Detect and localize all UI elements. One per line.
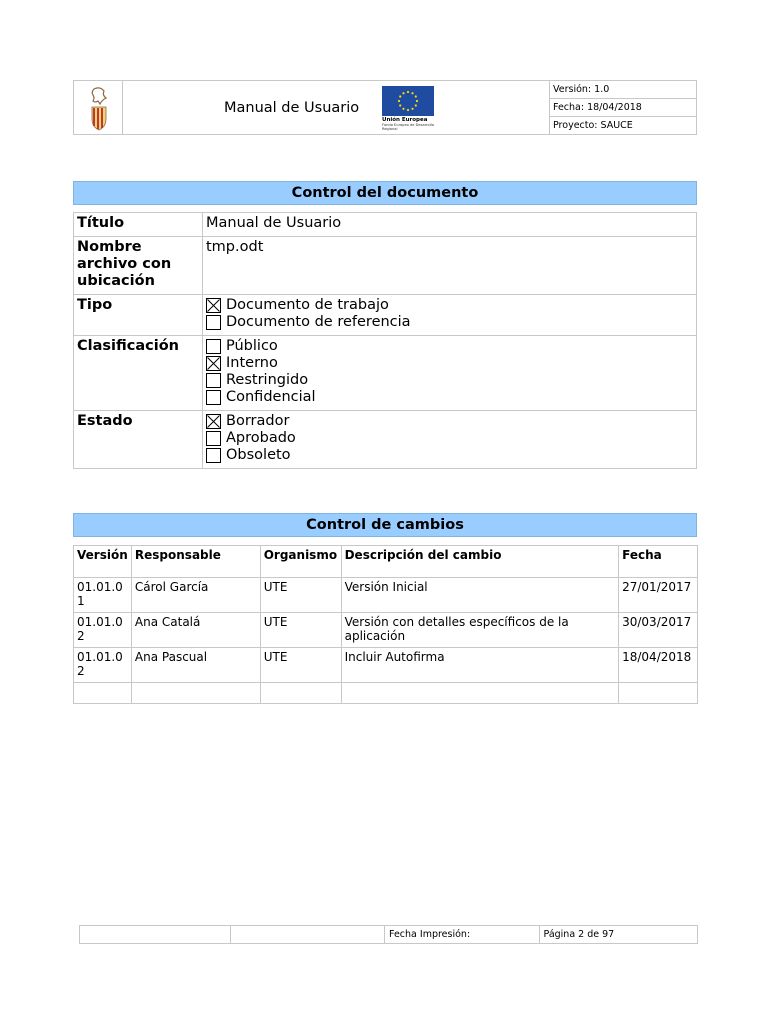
table-header-row	[74, 546, 698, 578]
header-date: Fecha: 18/04/2018	[550, 99, 696, 117]
cell-organismo	[260, 683, 341, 704]
eu-star	[402, 92, 404, 94]
footer-cell-empty	[231, 926, 386, 943]
row-archivo	[74, 237, 697, 295]
tipo-option[interactable]	[206, 297, 389, 314]
col-responsable: Responsable	[131, 546, 260, 578]
table-row	[74, 648, 698, 683]
eu-star	[399, 104, 401, 106]
cell-responsable: Ana Catalá	[131, 613, 260, 648]
footer-fecha-impresion: Fecha Impresión:	[385, 926, 540, 943]
control-documento-heading: Control del documento	[73, 181, 697, 205]
eu-star	[407, 109, 409, 111]
archivo-value: tmp.odt	[203, 237, 697, 295]
cell-version: 01.01.01	[74, 578, 132, 613]
estado-option[interactable]	[206, 447, 389, 464]
cell-descripcion: Versión con detalles específicos de la aplicación	[341, 613, 619, 648]
clasificacion-options	[203, 336, 697, 411]
checkbox-icon[interactable]	[206, 431, 221, 446]
estado-option[interactable]	[206, 430, 389, 447]
option-label: Restringido	[226, 372, 309, 388]
cell-version: 01.01.02	[74, 613, 132, 648]
col-descripcion: Descripción del cambio	[341, 546, 619, 578]
eu-star	[411, 108, 413, 110]
cell-responsable	[131, 683, 260, 704]
table-row	[74, 578, 698, 613]
cell-organismo: UTE	[260, 613, 341, 648]
footer-cell-empty	[80, 926, 231, 943]
option-label: Obsoleto	[226, 447, 291, 463]
col-fecha: Fecha	[619, 546, 698, 578]
generalitat-logo	[74, 81, 123, 134]
cell-fecha: 27/01/2017	[619, 578, 698, 613]
clasificacion-option[interactable]	[206, 372, 389, 389]
eu-star	[402, 108, 404, 110]
eu-caption: Unión Europea	[382, 117, 428, 123]
estado-label: Estado	[74, 411, 203, 469]
eu-star	[415, 104, 417, 106]
row-tipo	[74, 295, 697, 336]
option-label: Interno	[226, 355, 278, 371]
header-project: Proyecto: SAUCE	[553, 120, 633, 131]
tipo-label: Tipo	[74, 295, 203, 336]
eu-flag-icon	[382, 86, 434, 116]
table-row	[74, 613, 698, 648]
clasificacion-option[interactable]	[206, 389, 389, 406]
checkbox-icon[interactable]	[206, 356, 221, 371]
document-title: Manual de Usuario	[224, 99, 360, 116]
cell-responsable: Cárol García	[131, 578, 260, 613]
header-version: Versión: 1.0	[550, 81, 696, 99]
cell-version: 01.01.02	[74, 648, 132, 683]
row-clasificacion	[74, 336, 697, 411]
row-titulo	[74, 213, 697, 237]
row-estado	[74, 411, 697, 469]
eu-star	[415, 95, 417, 97]
cell-fecha: 18/04/2018	[619, 648, 698, 683]
clasificacion-label: Clasificación	[74, 336, 203, 411]
tipo-option[interactable]	[206, 314, 411, 331]
option-label: Documento de trabajo	[226, 297, 389, 313]
option-label: Borrador	[226, 413, 290, 429]
clasificacion-option[interactable]	[206, 355, 389, 372]
cell-fecha: 30/03/2017	[619, 613, 698, 648]
estado-option[interactable]	[206, 413, 389, 430]
checkbox-icon[interactable]	[206, 390, 221, 405]
option-label: Documento de referencia	[226, 314, 411, 330]
generalitat-logo-icon	[74, 81, 122, 136]
cell-fecha	[619, 683, 698, 704]
tipo-options	[203, 295, 697, 336]
checkbox-icon[interactable]	[206, 373, 221, 388]
eu-fine-print: Fondo Europeo de Desarrollo Regional	[382, 123, 434, 131]
page-header	[73, 80, 697, 135]
archivo-label: Nombre archivo con ubicación	[74, 237, 203, 295]
control-documento-table	[73, 212, 697, 469]
eu-star	[399, 95, 401, 97]
titulo-label: Título	[74, 213, 203, 237]
checkbox-icon[interactable]	[206, 414, 221, 429]
footer-pagina: Página 2 de 97	[543, 929, 615, 940]
cell-descripcion: Versión Inicial	[341, 578, 619, 613]
control-cambios-heading: Control de cambios	[73, 513, 697, 537]
option-label: Público	[226, 338, 278, 354]
control-cambios-table	[73, 545, 698, 704]
eu-star	[407, 91, 409, 93]
table-row	[74, 683, 698, 704]
document-title-cell	[123, 81, 550, 134]
option-label: Aprobado	[226, 430, 296, 446]
titulo-value: Manual de Usuario	[203, 213, 697, 237]
option-label: Confidencial	[226, 389, 316, 405]
eu-star	[416, 100, 418, 102]
clasificacion-option[interactable]	[206, 338, 389, 355]
col-version: Versión	[74, 546, 132, 578]
eu-logo	[382, 86, 434, 131]
checkbox-icon[interactable]	[206, 339, 221, 354]
checkbox-icon[interactable]	[206, 315, 221, 330]
cell-responsable: Ana Pascual	[131, 648, 260, 683]
cell-organismo: UTE	[260, 578, 341, 613]
checkbox-icon[interactable]	[206, 448, 221, 463]
page-footer	[79, 925, 698, 944]
cell-organismo: UTE	[260, 648, 341, 683]
eu-star	[411, 92, 413, 94]
cell-descripcion: Incluir Autofirma	[341, 648, 619, 683]
cell-descripcion	[341, 683, 619, 704]
eu-star	[398, 100, 400, 102]
col-organismo: Organismo	[260, 546, 341, 578]
estado-options	[203, 411, 697, 469]
cell-version	[74, 683, 132, 704]
checkbox-icon[interactable]	[206, 298, 221, 313]
header-meta	[550, 81, 696, 134]
